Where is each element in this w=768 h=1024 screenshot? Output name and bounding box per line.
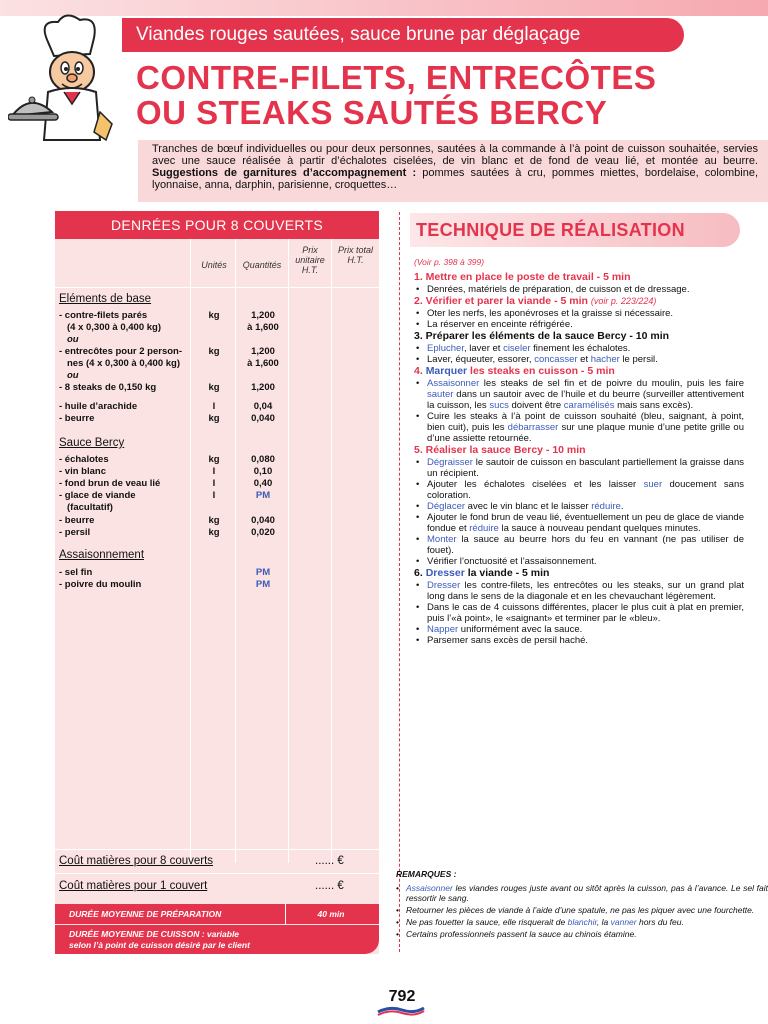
- ingredient-unit: kg: [208, 382, 220, 393]
- step-5-list: [414, 457, 744, 567]
- duration-divider: [285, 904, 286, 924]
- ingredient-qty: 0,020: [251, 527, 275, 538]
- ingredient-label: (4 x 0,300 à 0,400 kg): [67, 322, 162, 333]
- term-link[interactable]: Dresser: [425, 567, 465, 579]
- title-line-2: OU STEAKS SAUTÉS BERCY: [136, 94, 608, 131]
- ingredient-label: (facultatif): [67, 502, 113, 513]
- step-number: 6.: [414, 567, 426, 579]
- text: Cuire les steaks à l’à point de cuisson souhaité (bleu, saignant, à point, bien cuit), puis les: [427, 411, 744, 433]
- ingredient-unit: kg: [208, 454, 220, 465]
- ingredient-label: - persil: [59, 527, 91, 538]
- text: sur une plaque munie d’une petite grille ou d’une assiette retournée.: [427, 422, 744, 444]
- ingredient-unit: kg: [208, 413, 220, 424]
- step-number: 4.: [414, 365, 426, 377]
- term-link[interactable]: ciseler: [503, 343, 531, 354]
- cook-duration-row: [55, 925, 379, 954]
- ingredient-unit: kg: [208, 346, 220, 357]
- col-header-units: Unités: [201, 260, 227, 270]
- text: avec le vin blanc et le laisser: [465, 501, 592, 512]
- ingredient-qty: à 1,600: [247, 358, 279, 369]
- term-link[interactable]: Assaisonner: [427, 378, 480, 389]
- list-item: [414, 580, 744, 602]
- step-3-title: 3. Préparer les éléments de la sauce Bercy - 10 min: [414, 330, 670, 342]
- list-item: • Dans le cas de 4 cuissons différentes, placer le plus cuit à plat en premier, puis l’«à point», le «saignant» et terminer par le «bleu».: [414, 602, 744, 624]
- ingredient-qty: 1,200: [251, 310, 275, 321]
- column-separator: [399, 212, 400, 952]
- list-item: • Oter les nerfs, les aponévroses et la graisse si nécessaire.: [414, 308, 744, 319]
- ingredient-label: - vin blanc: [59, 466, 106, 477]
- text: le sautoir de cuisson en basculant partiellement la graisse dans un récipient.: [427, 457, 744, 479]
- prep-duration-value: 40 min: [317, 909, 345, 919]
- step-3-list: [414, 343, 744, 365]
- list-item: • Denrées, matériels de préparation, de cuisson et de dressage.: [414, 284, 744, 295]
- text: Ajouter le fond brun de veau lié, éventuellement un peu de glace de viande fondue et: [427, 512, 744, 534]
- intro-text: Tranches de bœuf individuelles ou pour deux personnes, sautées à la commande à l’à point de cuisson souhaitée, servies avec une sauce réalisée à partir d’échalotes ciselées, de vin blanc et de fond de veau lié, et montée au beurre.: [152, 143, 758, 167]
- text: les contre-filets, les entrecôtes ou les steaks, sur un grand plat long dans le sens de la diagonale et en les chevauchant légèrement.: [427, 580, 744, 602]
- term-link[interactable]: blanchir: [567, 917, 597, 927]
- list-item: [414, 534, 744, 556]
- ingredient-label: - beurre: [59, 413, 95, 424]
- prep-duration-row: [55, 904, 379, 924]
- text: Ne pas fouetter la sauce, elle risquerait de: [406, 917, 568, 927]
- text: Laver, équeuter, essorer,: [427, 354, 535, 365]
- ingredient-unit: l: [212, 466, 216, 477]
- term-link[interactable]: Dégraisser: [427, 457, 473, 468]
- ingredient-qty: 1,200: [251, 346, 275, 357]
- page-number: 792: [376, 988, 428, 1010]
- step-4-list: [414, 378, 744, 444]
- list-item: • Parsemer sans excès de persil haché.: [414, 635, 744, 646]
- remarks-list: [396, 883, 768, 939]
- recipe-category-banner: Viandes rouges sautées, sauce brune par déglaçage: [122, 18, 684, 52]
- ingredient-unit: l: [212, 490, 216, 501]
- intro-box: [138, 140, 768, 202]
- ingredient-label: - glace de viande: [59, 490, 136, 501]
- text: Ajouter les échalotes ciselées et les laisser: [427, 479, 644, 490]
- ingredient-label: - entrecôtes pour 2 person-: [59, 346, 182, 357]
- flag-icon: [376, 1004, 426, 1016]
- step-2-ref: (voir p. 223/224): [590, 296, 657, 306]
- ingredient-unit: kg: [208, 310, 220, 321]
- ingredient-qty: 0,080: [251, 454, 275, 465]
- list-item: [414, 378, 744, 411]
- text: hors du feu.: [636, 917, 684, 927]
- ingredients-panel: [55, 211, 379, 954]
- intro-suggestions: pommes sautées à cru, pommes miettes, bordelaise, colombine, lyonnaise, anna, darphin, parisienne, croquettes…: [152, 167, 759, 191]
- ingredient-label: nes (4 x 0,300 à 0,400 kg): [67, 358, 181, 369]
- ingredient-unit: kg: [208, 515, 220, 526]
- cook-duration-label: DURÉE MOYENNE DE CUISSON : variable: [69, 929, 240, 939]
- cost-1-value: ...... €: [315, 880, 344, 892]
- step-6-title: [414, 567, 744, 580]
- text: les steaks de sel fin et de poivre du moulin, puis les faire: [479, 378, 744, 389]
- term-link[interactable]: sucs: [489, 400, 509, 411]
- text: doucement sans coloration.: [427, 479, 744, 501]
- term-link[interactable]: caramélisés: [563, 400, 615, 411]
- list-item: • Retourner les pièces de viande à l’aide d’une spatule, ne pas les piquer avec une fourchette.: [396, 905, 768, 915]
- term-link[interactable]: réduire: [469, 523, 499, 534]
- text: et: [577, 354, 591, 365]
- text: , laver et: [463, 343, 504, 354]
- ingredient-qty: 0,04: [253, 401, 273, 412]
- ingredient-label: - poivre du moulin: [59, 579, 142, 590]
- text: la viande - 5 min: [464, 567, 550, 579]
- text: la sauce au beurre hors du feu en vannant (ne pas utiliser de fouet).: [427, 534, 744, 556]
- list-item: [414, 411, 744, 444]
- page-title: [136, 60, 656, 130]
- cost-8-label: Coût matières pour 8 couverts: [59, 855, 214, 867]
- ingredient-label: ou: [67, 334, 79, 345]
- section-title: Eléments de base: [59, 293, 152, 305]
- ingredient-label: - beurre: [59, 515, 95, 526]
- step-1-list: [414, 284, 744, 295]
- intro-suggestions-label: Suggestions de garnitures d’accompagnement :: [152, 167, 417, 179]
- col-header-qty: Quantités: [242, 260, 282, 270]
- step-6-list: [414, 580, 744, 646]
- list-item: [414, 354, 744, 365]
- remarks-heading: REMARQUES :: [396, 869, 457, 879]
- text: les viandes rouges juste avant ou sitôt après la cuisson, pas à l’avance. Le sel fait ressortir le sang.: [406, 883, 768, 903]
- prep-duration-label: DURÉE MOYENNE DE PRÉPARATION: [69, 909, 222, 919]
- ingredient-label: - contre-filets parés: [59, 310, 148, 321]
- ingredient-qty: 1,200: [251, 382, 275, 393]
- text: dans un sautoir avec de l’huile et du beurre (surveiller attentivement la cuisson, les: [427, 389, 744, 411]
- text: finement les échalotes.: [530, 343, 631, 354]
- cost-divider: [55, 849, 379, 850]
- ingredient-qty: 0,10: [253, 466, 273, 477]
- term-link[interactable]: Déglacer: [427, 501, 466, 512]
- ingredient-label: - huile d’arachide: [59, 401, 138, 412]
- ingredient-qty: à 1,600: [247, 322, 279, 333]
- technique-steps: [414, 257, 744, 646]
- list-item: [414, 479, 744, 501]
- text: mais sans excès).: [614, 400, 694, 411]
- term-link[interactable]: hacher: [590, 354, 620, 365]
- page-reference: (Voir p. 398 à 399): [414, 257, 485, 267]
- step-2-text: 2. Vérifier et parer la viande - 5 min: [414, 295, 591, 307]
- list-item: • Vérifier l’onctuosité et l’assaisonnement.: [414, 556, 744, 567]
- term-link[interactable]: Napper: [427, 624, 459, 635]
- ingredient-qty: PM: [255, 490, 271, 501]
- text: le persil.: [619, 354, 658, 365]
- title-line-1: CONTRE-FILETS, ENTRECÔTES: [136, 59, 657, 96]
- term-link[interactable]: réduire: [591, 501, 621, 512]
- text: les steaks en cuisson - 5 min: [467, 365, 615, 377]
- cost-8-covers: [59, 855, 375, 867]
- list-item: • Certains professionnels passent la sauce au chinois étamine.: [396, 929, 768, 939]
- cost-1-cover: [59, 880, 375, 892]
- header-divider: [55, 287, 379, 288]
- ingredient-label: - fond brun de veau lié: [59, 478, 161, 489]
- cost-8-value: ...... €: [315, 855, 344, 867]
- list-item: [396, 883, 768, 903]
- step-2-list: [414, 308, 744, 330]
- list-item: [414, 343, 744, 354]
- ingredient-label: - sel fin: [59, 567, 93, 578]
- list-item: [414, 501, 744, 512]
- col-header-total-price: Prix total H.T.: [337, 245, 373, 265]
- list-item: • La réserver en enceinte réfrigérée.: [414, 319, 744, 330]
- term-link[interactable]: Dresser: [427, 580, 461, 591]
- step-2-title: [414, 295, 744, 308]
- cost-1-label: Coût matières pour 1 couvert: [59, 880, 208, 892]
- term-link[interactable]: Marquer: [425, 365, 468, 377]
- ingredient-label: - échalotes: [59, 454, 109, 465]
- term-link[interactable]: débarrasser: [507, 422, 559, 433]
- term-link[interactable]: suer: [643, 479, 663, 490]
- list-item: [396, 917, 768, 927]
- ingredient-qty: 0,40: [253, 478, 273, 489]
- list-item: [414, 624, 744, 635]
- term-link[interactable]: Eplucher: [427, 343, 464, 354]
- list-item: [414, 457, 744, 479]
- list-item: [414, 512, 744, 534]
- term-link[interactable]: concasser: [534, 354, 578, 365]
- text: la sauce à nouveau pendant quelques minutes.: [498, 523, 701, 534]
- ingredient-unit: kg: [208, 527, 220, 538]
- ingredient-qty: PM: [255, 567, 271, 578]
- step-4-title: [414, 365, 744, 378]
- term-link[interactable]: sauter: [427, 389, 454, 400]
- section-title: Assaisonnement: [59, 549, 145, 561]
- cook-duration-note: selon l’à point de cuisson désiré par le client: [69, 940, 250, 950]
- chef-mascot-icon: [8, 12, 128, 142]
- section-title: Sauce Bercy: [59, 437, 125, 449]
- ingredient-qty: PM: [255, 579, 271, 590]
- ingredient-unit: l: [212, 401, 216, 412]
- term-link[interactable]: Assaisonner: [406, 883, 453, 893]
- remarks: [396, 869, 768, 941]
- term-link[interactable]: Monter: [427, 534, 457, 545]
- step-5-title: 5. Réaliser la sauce Bercy - 10 min: [414, 444, 586, 456]
- column-divider: [331, 239, 332, 863]
- ingredient-label: ou: [67, 370, 79, 381]
- step-1-title: 1. Mettre en place le poste de travail - 5 min: [414, 271, 631, 283]
- cost-divider: [55, 873, 379, 874]
- ingredients-heading: DENRÉES POUR 8 COUVERTS: [55, 211, 379, 239]
- ingredient-label: - 8 steaks de 0,150 kg: [59, 382, 157, 393]
- text: uniformément avec la sauce.: [458, 624, 583, 635]
- term-link[interactable]: vanner: [610, 917, 637, 927]
- text: doivent être: [508, 400, 564, 411]
- col-header-unit-price: Prix unitaire H.T.: [295, 245, 325, 275]
- ingredient-unit: l: [212, 478, 216, 489]
- ingredient-qty: 0,040: [251, 515, 275, 526]
- technique-heading: TECHNIQUE DE RÉALISATION: [410, 213, 740, 247]
- text: , la: [596, 917, 611, 927]
- ingredient-qty: 0,040: [251, 413, 275, 424]
- text: .: [620, 501, 624, 512]
